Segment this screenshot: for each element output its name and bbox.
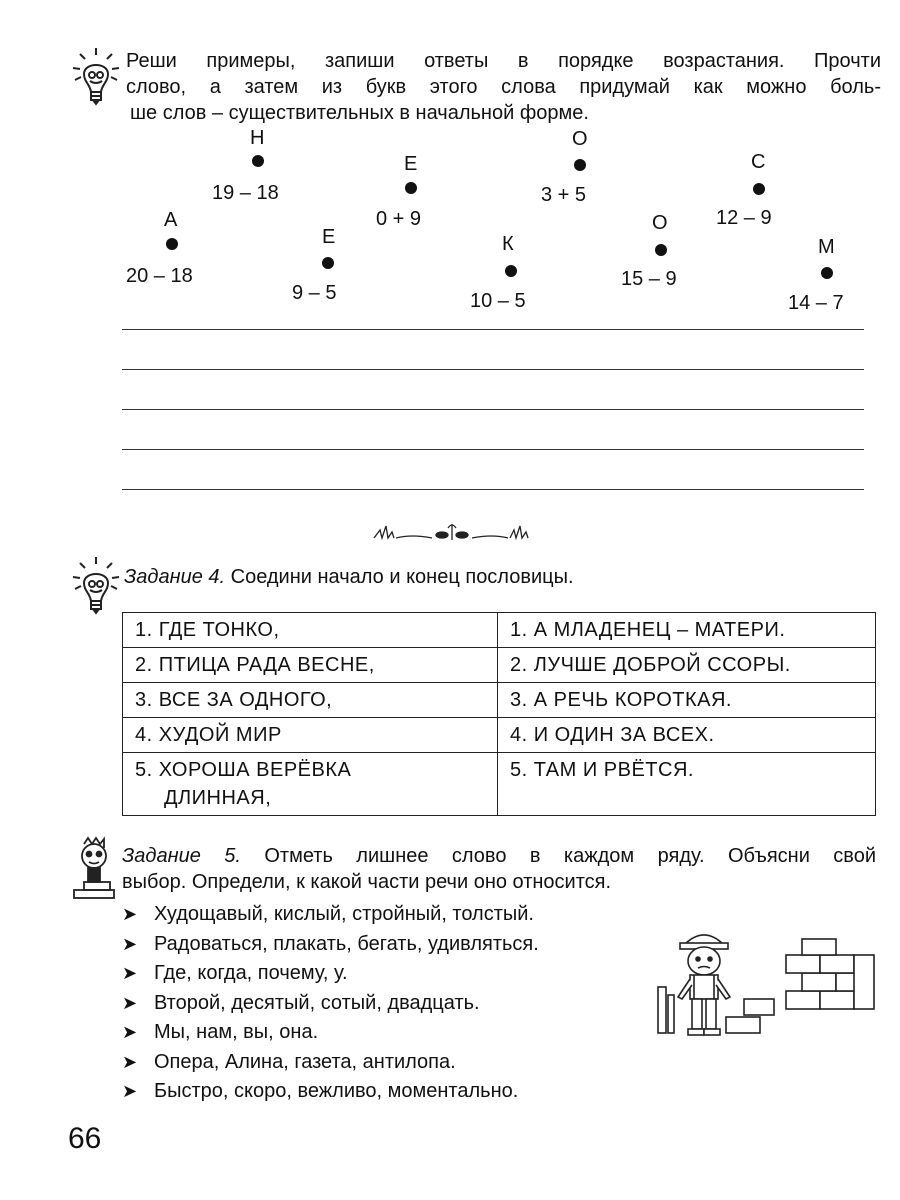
arrow-bullet-icon: ➤ xyxy=(122,992,138,1013)
puzzle-dot xyxy=(821,267,833,279)
word-row[interactable]: Второй, десятый, сотый, двадцать. xyxy=(154,991,480,1014)
puzzle-expression: 0 + 9 xyxy=(376,208,422,230)
list-item xyxy=(122,1048,539,1078)
table-row xyxy=(123,683,876,718)
word-row[interactable]: Худощавый, кислый, стройный, толстый. xyxy=(154,903,534,925)
task3-line3: ше слов – существительных в начальной форме. xyxy=(130,102,589,124)
list-item xyxy=(122,1018,539,1048)
word-rows-list xyxy=(122,900,539,1107)
puzzle-dot xyxy=(252,155,264,167)
arrow-bullet-icon: ➤ xyxy=(122,1022,138,1042)
puzzle-dot xyxy=(505,265,517,277)
puzzle-letter: О xyxy=(652,212,668,234)
list-item xyxy=(122,1077,539,1107)
grass-ornament xyxy=(372,520,532,549)
proverb-end[interactable]: 1. А МЛАДЕНЕЦ – МАТЕРИ. xyxy=(498,613,876,648)
puzzle-expression: 14 – 7 xyxy=(788,292,844,314)
word-row[interactable]: Опера, Алина, газета, антилопа. xyxy=(154,1050,456,1073)
puzzle-expression: 9 – 5 xyxy=(292,282,337,304)
task3-line2: слово, а затем из букв этого слова придумай как можно боль- xyxy=(126,76,881,98)
puzzle-dot xyxy=(753,183,765,195)
proverb-end[interactable]: 5. ТАМ И РВЁТСЯ. xyxy=(498,753,876,816)
task4-text: Соедини начало и конец пословицы. xyxy=(230,566,574,588)
proverb-start-line1: 5. ХОРОША ВЕРЁВКА xyxy=(135,759,352,781)
arrow-bullet-icon: ➤ xyxy=(122,963,138,983)
answer-line[interactable] xyxy=(122,329,864,330)
proverb-start[interactable]: 2. ПТИЦА РАДА ВЕСНЕ, xyxy=(123,648,498,683)
puzzle-letter: С xyxy=(751,151,766,173)
list-item xyxy=(122,900,539,930)
proverb-start[interactable]: 1. ГДЕ ТОНКО, xyxy=(123,613,498,648)
list-item xyxy=(122,930,539,960)
table-row xyxy=(123,753,876,816)
word-row[interactable]: Мы, нам, вы, она. xyxy=(154,1021,319,1043)
puzzle-dot xyxy=(322,257,334,269)
task4-heading xyxy=(124,564,574,590)
list-item xyxy=(122,989,539,1019)
puzzle-letter: А xyxy=(164,209,178,231)
table-row xyxy=(123,718,876,753)
task5-label: Задание 5. xyxy=(122,845,241,867)
arrow-bullet-icon: ➤ xyxy=(122,904,138,924)
puzzle-expression: 12 – 9 xyxy=(716,207,772,229)
proverb-start[interactable] xyxy=(123,753,498,816)
proverb-end[interactable]: 2. ЛУЧШЕ ДОБРОЙ ССОРЫ. xyxy=(498,648,876,683)
page-number: 66 xyxy=(68,1122,102,1155)
puzzle-letter: Е xyxy=(404,153,418,175)
task5-instructions xyxy=(122,843,876,895)
arrow-bullet-icon: ➤ xyxy=(122,1081,138,1101)
puzzle-letter: Н xyxy=(250,127,265,149)
proverb-end[interactable]: 4. И ОДИН ЗА ВСЕХ. xyxy=(498,718,876,753)
puzzle-letter: Е xyxy=(322,226,336,248)
list-item xyxy=(122,959,539,989)
answer-line[interactable] xyxy=(122,449,864,450)
puzzle-expression: 20 – 18 xyxy=(126,265,193,287)
proverb-start-line2: ДЛИННАЯ, xyxy=(164,787,272,809)
arrow-bullet-icon: ➤ xyxy=(122,933,138,954)
proverb-end[interactable]: 3. А РЕЧЬ КОРОТКАЯ. xyxy=(498,683,876,718)
puzzle-expression: 19 – 18 xyxy=(212,182,279,204)
proverb-table xyxy=(122,612,876,816)
answer-line[interactable] xyxy=(122,489,864,490)
puzzle-dot xyxy=(574,159,586,171)
table-row xyxy=(123,613,876,648)
word-row[interactable]: Радоваться, плакать, бегать, удивляться. xyxy=(154,932,539,955)
puzzle-expression: 15 – 9 xyxy=(621,268,677,290)
word-row[interactable]: Где, когда, почему, у. xyxy=(154,962,348,984)
puzzle-letter: О xyxy=(572,128,588,150)
puzzle-expression: 3 + 5 xyxy=(541,184,587,206)
puzzle-expression: 10 – 5 xyxy=(470,290,526,312)
boy-on-podium-icon xyxy=(70,836,118,905)
builder-boy-illustration xyxy=(648,925,880,1045)
task3-line1: Реши примеры, запиши ответы в порядке возрастания. Прочти xyxy=(126,50,881,72)
lightbulb-icon xyxy=(70,555,122,617)
task3-instructions xyxy=(126,48,881,126)
proverb-start[interactable]: 4. ХУДОЙ МИР xyxy=(123,718,498,753)
puzzle-letter: М xyxy=(818,236,835,258)
word-row[interactable]: Быстро, скоро, вежливо, моментально. xyxy=(154,1080,519,1102)
puzzle-letter: К xyxy=(502,233,514,255)
puzzle-dot xyxy=(655,244,667,256)
proverb-start[interactable]: 3. ВСЕ ЗА ОДНОГО, xyxy=(123,683,498,718)
task5-line1: Отметь лишнее слово в каждом ряду. Объясни свой xyxy=(264,845,876,867)
puzzle-dot xyxy=(405,182,417,194)
answer-line[interactable] xyxy=(122,369,864,370)
lightbulb-icon xyxy=(70,46,122,108)
arrow-bullet-icon: ➤ xyxy=(122,1051,138,1072)
puzzle-dot xyxy=(166,238,178,250)
table-row xyxy=(123,648,876,683)
task5-line2: выбор. Определи, к какой части речи оно относится. xyxy=(122,871,612,893)
task4-label: Задание 4. xyxy=(124,566,226,588)
answer-line[interactable] xyxy=(122,409,864,410)
task5-line1-wrap xyxy=(122,843,876,869)
